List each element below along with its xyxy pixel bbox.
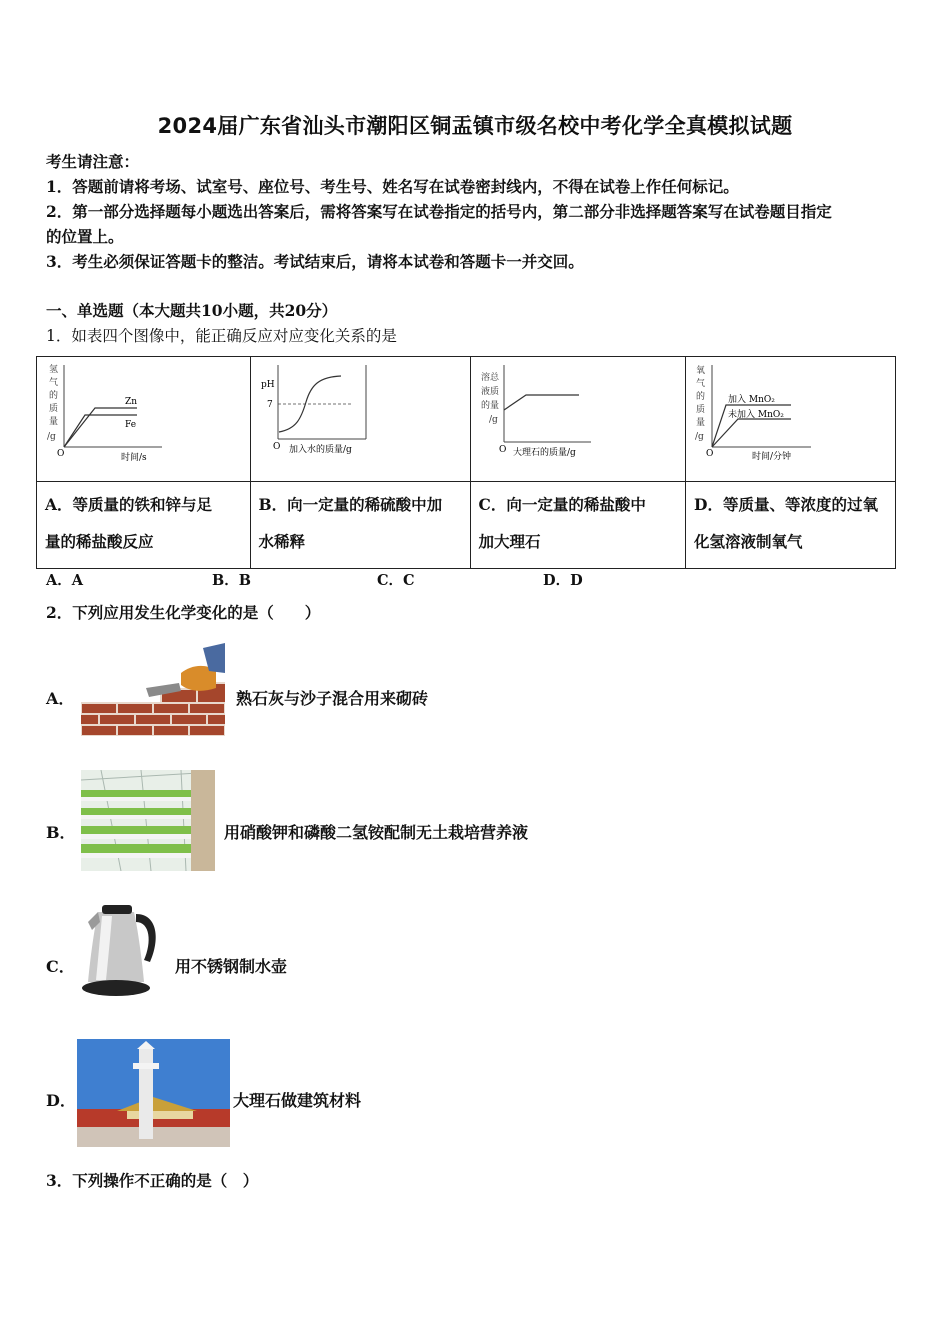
graph-b (251, 357, 469, 477)
graph-a-ylabel-6: /g (47, 432, 56, 442)
q1-option-c[interactable]: C．C (377, 572, 415, 589)
graph-c-ylabel-3: 的量 (480, 401, 499, 411)
graph-b-ylabel: pH (260, 380, 275, 390)
desc-a-line2: 量的稀盐酸反应 (45, 532, 154, 551)
desc-a (37, 482, 251, 569)
q1-table (36, 356, 896, 569)
hydroponics-image (81, 770, 215, 871)
q2-option-b-text[interactable]: 用硝酸钾和磷酸二氢铵配制无土栽培营养液 (224, 823, 529, 842)
graph-a-ylabel-2: 气 (49, 378, 59, 388)
section-heading: 一、单选题（本大题共10小题，共20分） (46, 301, 338, 320)
desc-a-line1: A．等质量的铁和锌与足 (45, 495, 213, 514)
graph-d-no-mno2-line (712, 419, 791, 447)
graph-a-origin: O (57, 449, 65, 459)
desc-b-line1: B．向一定量的稀硫酸中加 (258, 495, 443, 514)
graph-d-ylabel-3: 的 (696, 392, 706, 402)
graph-d-ylabel-1: 氧 (696, 366, 706, 376)
notice-heading: 考生请注意： (46, 152, 140, 171)
q1-stem: 1．如表四个图像中，能正确反应对应变化关系的是 (46, 327, 397, 345)
q2-option-a-text[interactable]: 熟石灰与沙子混合用来砌砖 (236, 689, 429, 708)
graph-c-xlabel: 大理石的质量/g (512, 448, 576, 458)
q2-option-c-letter[interactable]: C． (46, 957, 75, 976)
q2-option-a-letter[interactable]: A． (46, 689, 75, 708)
graph-c (471, 357, 685, 477)
notice-item-2: 2．第一部分选择题每小题选出答案后，需将答案写在试卷指定的括号内，第二部分非选择题答案写在试卷题目指定 (46, 202, 832, 221)
desc-d-line2: 化氢溶液制氧气 (694, 532, 803, 551)
kettle-image (78, 900, 162, 1000)
q1-option-b[interactable]: B．B (212, 572, 252, 589)
tiananmen-image (77, 1039, 230, 1147)
desc-c (470, 482, 686, 569)
graph-a-fe-label: Fe (125, 420, 137, 430)
notice-item-1: 1．答题前请将考场、试室号、座位号、考生号、姓名写在试卷密封线内，不得在试卷上作任何标记。 (46, 177, 739, 196)
graph-a-ylabel-5: 量 (49, 417, 59, 427)
graph-b-origin: O (272, 442, 280, 452)
graph-d-xlabel: 时间/分钟 (752, 452, 792, 462)
graph-c-ylabel-2: 液质 (480, 387, 499, 397)
graph-d-cell (686, 357, 896, 482)
page-title: 2024届广东省汕头市潮阳区铜盂镇市级名校中考化学全真模拟试题 (157, 114, 793, 138)
desc-d (686, 482, 896, 569)
q2-option-c-text[interactable]: 用不锈钢制水壶 (175, 957, 288, 976)
graph-c-ylabel-1: 溶总 (480, 373, 499, 383)
graph-a-ylabel-3: 的 (49, 391, 59, 401)
brick-laying-image (81, 643, 225, 736)
graph-d-ylabel-4: 质 (696, 405, 706, 415)
graph-a-cell (37, 357, 251, 482)
desc-d-line1: D．等质量、等浓度的过氧 (694, 495, 878, 514)
graph-b-xlabel: 加入水的质量/g (288, 445, 352, 455)
q1-option-a[interactable]: A．A (46, 572, 84, 589)
graph-c-origin: O (498, 445, 506, 455)
graph-a-zn-label: Zn (125, 397, 138, 407)
graph-d (686, 357, 894, 477)
graph-d-ylabel-6: /g (695, 432, 704, 442)
notice-item-2-cont: 的位置上。 (46, 227, 124, 246)
graph-d-origin: O (706, 449, 714, 459)
q1-option-d[interactable]: D．D (543, 572, 583, 589)
q3-stem: 3．下列操作不正确的是（ ） (46, 1171, 259, 1190)
graph-a-ylabel-4: 质 (49, 404, 59, 414)
graph-b-cell (250, 357, 470, 482)
graph-a-xlabel: 时间/s (121, 453, 147, 463)
q2-option-d-text[interactable]: 大理石做建筑材料 (233, 1091, 362, 1110)
desc-c-line1: C．向一定量的稀盐酸中 (478, 495, 646, 514)
desc-b (250, 482, 470, 569)
desc-c-line2: 加大理石 (478, 532, 541, 551)
graph-a-ylabel-1: 氢 (49, 365, 59, 375)
q2-option-b-letter[interactable]: B． (46, 823, 76, 842)
graph-d-ylabel-2: 气 (696, 379, 706, 389)
graph-b-tick-7: 7 (266, 400, 273, 410)
q2-option-d-letter[interactable]: D． (46, 1091, 76, 1110)
graph-d-no-mno2-label: 未加入 MnO₂ (728, 410, 784, 420)
desc-b-line2: 水稀释 (258, 532, 306, 551)
graph-c-cell (470, 357, 686, 482)
graph-d-mno2-label: 加入 MnO₂ (728, 395, 775, 405)
graph-d-ylabel-5: 量 (696, 418, 706, 428)
q2-stem: 2．下列应用发生化学变化的是（ ） (46, 603, 321, 622)
notice-item-3: 3．考生必须保证答题卡的整洁。考试结束后，请将本试卷和答题卡一并交回。 (46, 252, 584, 271)
graph-a (37, 357, 249, 477)
graph-c-line (504, 395, 579, 410)
graph-c-ylabel-4: /g (488, 415, 498, 425)
